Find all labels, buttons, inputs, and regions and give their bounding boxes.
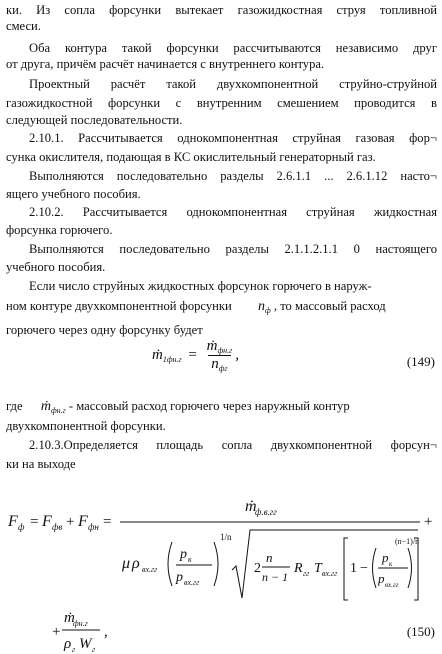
svg-text:фв: фв (52, 522, 63, 532)
svg-text:к: к (188, 555, 192, 564)
svg-text:ρ: ρ (64, 636, 72, 652)
symbol-mdot-fng: ṁ$_{фн.г}$ (40, 399, 66, 415)
text-line: где ṁ$_{фн.г}$ - массовый расход горючего через наружный контур (6, 399, 350, 415)
text-line: двухкомпонентной форсунки. (6, 419, 166, 433)
text-line: ки. Из сопла форсунки вытекает газожидкостная струя топливной (6, 3, 437, 17)
svg-text:ф.в.гг: ф.в.гг (255, 507, 277, 517)
svg-text:+: + (66, 514, 75, 530)
svg-text:p: p (382, 550, 389, 565)
svg-text:p: p (378, 571, 385, 586)
equation-number: (150) (406, 624, 435, 639)
svg-text:гг: гг (303, 569, 310, 578)
svg-text:=: = (30, 514, 39, 530)
text-line: следующей последовательности. (6, 113, 183, 127)
svg-text:вх.гг: вх.гг (322, 569, 338, 578)
text-line: Выполняются последовательно разделы 2.1.1.2.1.1 0 настоящего (29, 242, 437, 256)
text-line: Проектный расчёт такой двухкомпонентной струйно-струйной (29, 77, 437, 91)
svg-text:вх.гг: вх.гг (142, 565, 158, 574)
svg-text:1/n: 1/n (220, 532, 232, 542)
svg-text:(n−1)/n: (n−1)/n (395, 537, 420, 546)
svg-text:+: + (52, 624, 61, 640)
text-line: газожидкостной форсунки с внутренним смешением проводится в (6, 96, 437, 110)
svg-text:=: = (103, 514, 112, 530)
text-fragment: , то массовый расход (273, 299, 386, 313)
svg-text:фн.г: фн.г (73, 619, 88, 628)
text-line: учебного пособия. (6, 260, 106, 274)
text-line: 2.10.3.Определяется площадь сопла двухкомпонентной форсун¬ (29, 438, 437, 452)
text-line: ки на выходе (6, 457, 76, 471)
svg-text:μ: μ (122, 555, 131, 572)
svg-text:+: + (424, 514, 433, 530)
svg-text:г: г (72, 645, 76, 654)
svg-text:ρ: ρ (132, 555, 140, 572)
svg-text:фн: фн (88, 522, 99, 532)
svg-text:вх.гг: вх.гг (385, 581, 399, 589)
svg-text:F: F (78, 513, 88, 530)
svg-text:2: 2 (254, 561, 261, 576)
svg-text:F: F (8, 513, 18, 530)
svg-text:T: T (314, 561, 322, 576)
svg-text:1: 1 (350, 561, 357, 576)
equation-150 (0, 486, 442, 654)
equation-number: (149) (406, 354, 435, 369)
svg-text:R: R (294, 561, 303, 576)
text-line: Если число струйных жидкостных форсунок горючего в наруж- (29, 279, 372, 293)
text-line: горючего через одну форсунку будет (6, 323, 203, 337)
svg-text:p: p (176, 570, 183, 585)
svg-text:n: n (266, 550, 273, 565)
text-line: сунка окислителя, подающая в КС окислительный генераторный газ. (6, 150, 376, 164)
symbol-n-phi: $n_ф$ (258, 299, 271, 315)
svg-text:F: F (42, 513, 52, 530)
text-line: 2.10.1. Рассчитывается однокомпонентная струйная газовая фор¬ (29, 131, 437, 145)
text-line: 2.10.2. Рассчитывается однокомпонентная струйная жидкостная (29, 205, 437, 219)
svg-text:p: p (180, 547, 187, 562)
svg-text:ṁ: ṁ (245, 498, 257, 515)
svg-text:−: − (360, 561, 368, 576)
text-line: Выполняются последовательно разделы 2.6.1.1 ... 2.6.1.12 насто¬ (29, 169, 437, 183)
equation-149: ṁ$_{1фн.г}$ = $\frac{ṁ_{фн.г}}{n_{фг}}$ , (152, 338, 239, 373)
text-line: форсунка горючего. (6, 223, 113, 237)
text-line: от друга, причём расчёт начинается с внутреннего контура. (6, 57, 325, 71)
text-fragment: ном контуре двухкомпонентной форсунки (6, 299, 232, 313)
svg-text:ф: ф (18, 522, 25, 532)
svg-text:,: , (104, 624, 108, 640)
svg-text:к: к (389, 560, 393, 568)
svg-text:ṁ: ṁ (64, 610, 75, 626)
svg-text:вх.гг: вх.гг (184, 578, 200, 587)
text-line: смеси. (6, 19, 41, 33)
svg-text:W: W (79, 636, 92, 652)
svg-text:г: г (92, 645, 96, 654)
svg-text:n − 1: n − 1 (262, 570, 289, 584)
text-line: ящего учебного пособия. (6, 187, 141, 201)
text-line: Оба контура такой форсунки рассчитываются независимо друг (29, 41, 437, 55)
text-line (6, 298, 437, 319)
